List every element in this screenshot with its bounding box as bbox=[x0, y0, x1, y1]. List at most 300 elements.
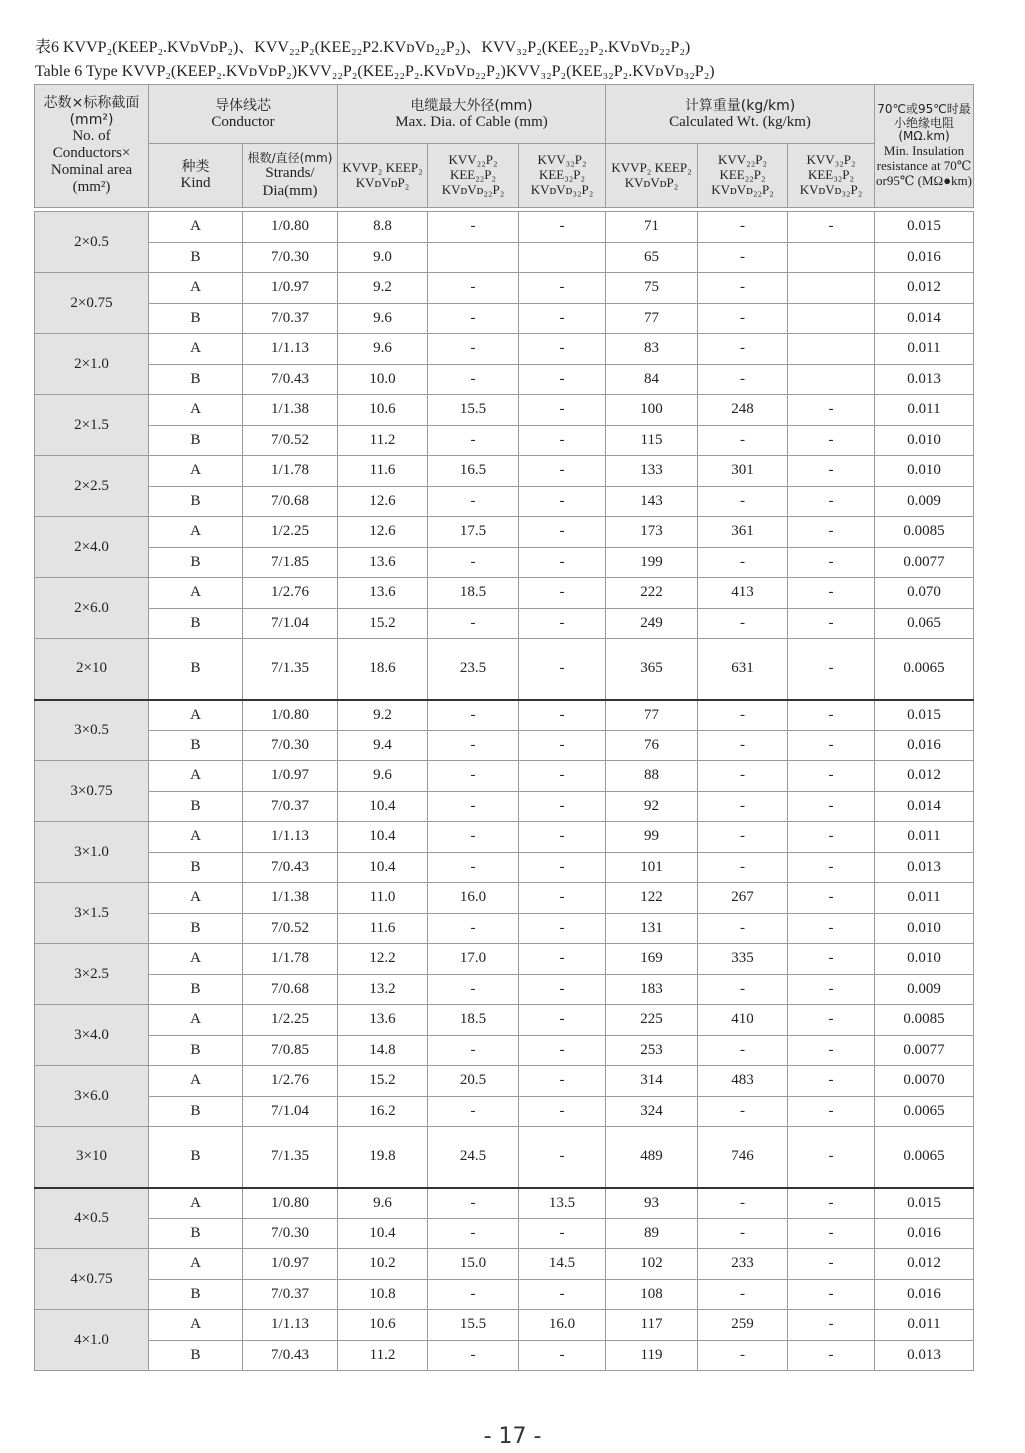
cell-strands: 7/1.04 bbox=[243, 608, 338, 639]
cell-w1: 173 bbox=[606, 517, 698, 548]
cell-w1: 225 bbox=[606, 1005, 698, 1036]
cell-strands: 7/0.37 bbox=[243, 1279, 338, 1310]
cell-d3: - bbox=[519, 791, 606, 822]
header-wt-type1: KVVP₂ KEEP₂ KVᴅVᴅP₂ bbox=[606, 144, 698, 208]
page-number: - 17 - bbox=[483, 1424, 542, 1449]
cell-w2: 410 bbox=[698, 1005, 788, 1036]
cell-r: 0.011 bbox=[875, 1310, 974, 1341]
cell-d3: - bbox=[519, 944, 606, 975]
cell-strands: 1/0.80 bbox=[243, 212, 338, 243]
table-row bbox=[35, 456, 974, 487]
cell-w3: - bbox=[788, 578, 875, 609]
cell-r: 0.012 bbox=[875, 1249, 974, 1280]
cell-kind: B bbox=[149, 639, 243, 700]
cell-d1: 9.6 bbox=[338, 334, 428, 365]
header-spec bbox=[35, 85, 149, 208]
cell-strands: 7/0.68 bbox=[243, 486, 338, 517]
cell-d2: 15.0 bbox=[428, 1249, 519, 1280]
cell-w2: - bbox=[698, 700, 788, 731]
cell-w1: 88 bbox=[606, 761, 698, 792]
cell-d2: 18.5 bbox=[428, 1005, 519, 1036]
header-insulation-en: Min. Insulation resistance at 70℃ or95℃ (MΩ●km) bbox=[876, 143, 972, 189]
header-strands-cn: 根数/直径(mm) bbox=[247, 150, 333, 165]
cell-r: 0.065 bbox=[875, 608, 974, 639]
cell-strands: 1/0.97 bbox=[243, 761, 338, 792]
cell-kind: B bbox=[149, 1035, 243, 1066]
cell-kind: B bbox=[149, 974, 243, 1005]
cell-r: 0.016 bbox=[875, 1218, 974, 1249]
cell-spec: 3×0.5 bbox=[35, 700, 149, 761]
cell-kind: B bbox=[149, 486, 243, 517]
cell-strands: 1/2.76 bbox=[243, 578, 338, 609]
table-row bbox=[35, 1096, 974, 1127]
cell-r: 0.011 bbox=[875, 822, 974, 853]
cell-d1: 9.0 bbox=[338, 242, 428, 273]
cell-w1: 108 bbox=[606, 1279, 698, 1310]
table-row bbox=[35, 1218, 974, 1249]
cell-spec: 3×2.5 bbox=[35, 944, 149, 1005]
cell-d3: - bbox=[519, 517, 606, 548]
cell-w2: - bbox=[698, 364, 788, 395]
cell-d3: - bbox=[519, 639, 606, 700]
table-row bbox=[35, 547, 974, 578]
table-title-cn: 表6 KVVP₂(KEEP₂.KVᴅVᴅP₂)、KVV₂₂P₂(KEE₂₂P2.KVᴅVᴅ₂₂P₂)、KVV₃₂P₂(KEE₂₂P₂.KVᴅVᴅ₂₂P₂) bbox=[35, 39, 691, 56]
cell-spec: 4×0.5 bbox=[35, 1188, 149, 1249]
cell-d1: 9.6 bbox=[338, 1188, 428, 1219]
cell-w3: - bbox=[788, 1340, 875, 1371]
table-row bbox=[35, 1035, 974, 1066]
cell-spec: 2×1.5 bbox=[35, 395, 149, 456]
cell-w3 bbox=[788, 303, 875, 334]
cell-d2: 15.5 bbox=[428, 395, 519, 426]
cell-d2: - bbox=[428, 1096, 519, 1127]
cell-d1: 8.8 bbox=[338, 212, 428, 243]
cell-d1: 10.6 bbox=[338, 395, 428, 426]
cell-w2: - bbox=[698, 1096, 788, 1127]
cell-d1: 9.6 bbox=[338, 303, 428, 334]
cell-d2: - bbox=[428, 547, 519, 578]
cell-strands: 7/0.43 bbox=[243, 364, 338, 395]
cell-w1: 102 bbox=[606, 1249, 698, 1280]
cell-r: 0.0077 bbox=[875, 547, 974, 578]
cell-r: 0.011 bbox=[875, 395, 974, 426]
cell-strands: 7/0.52 bbox=[243, 425, 338, 456]
header-wt-type3: KVV₃₂P₂ KEE₃₂P₂ KVᴅVᴅ₃₂P₂ bbox=[788, 144, 875, 208]
cell-spec: 2×4.0 bbox=[35, 517, 149, 578]
cell-w3: - bbox=[788, 395, 875, 426]
cell-d1: 19.8 bbox=[338, 1127, 428, 1188]
table-row bbox=[35, 1310, 974, 1341]
cell-spec: 2×0.5 bbox=[35, 212, 149, 273]
cell-d2: - bbox=[428, 974, 519, 1005]
table-row bbox=[35, 1249, 974, 1280]
header-spec-cn: 芯数×标称截面(mm²) bbox=[43, 95, 140, 128]
header-strands bbox=[243, 144, 338, 208]
cell-w1: 169 bbox=[606, 944, 698, 975]
header-kind-en: Kind bbox=[180, 175, 211, 192]
cell-w1: 100 bbox=[606, 395, 698, 426]
cell-r: 0.0070 bbox=[875, 1066, 974, 1097]
cell-d3: - bbox=[519, 883, 606, 914]
cell-d3: - bbox=[519, 1340, 606, 1371]
cell-d2: 17.0 bbox=[428, 944, 519, 975]
cell-w2: 413 bbox=[698, 578, 788, 609]
cell-spec: 3×4.0 bbox=[35, 1005, 149, 1066]
table-row bbox=[35, 1066, 974, 1097]
cell-kind: A bbox=[149, 212, 243, 243]
cell-d1: 16.2 bbox=[338, 1096, 428, 1127]
cell-w2: 233 bbox=[698, 1249, 788, 1280]
cell-d3: 13.5 bbox=[519, 1188, 606, 1219]
cell-d1: 12.2 bbox=[338, 944, 428, 975]
cell-w3: - bbox=[788, 852, 875, 883]
cell-strands: 7/0.37 bbox=[243, 303, 338, 334]
cell-r: 0.013 bbox=[875, 852, 974, 883]
cell-d1: 12.6 bbox=[338, 486, 428, 517]
cell-w1: 131 bbox=[606, 913, 698, 944]
cell-strands: 7/1.35 bbox=[243, 639, 338, 700]
cell-strands: 7/0.52 bbox=[243, 913, 338, 944]
cell-w3: - bbox=[788, 791, 875, 822]
cell-d3: 16.0 bbox=[519, 1310, 606, 1341]
cell-w1: 92 bbox=[606, 791, 698, 822]
header-dia-type2: KVV₂₂P₂ KEE₂₂P₂ KVᴅVᴅ₂₂P₂ bbox=[428, 144, 519, 208]
cell-spec: 3×10 bbox=[35, 1127, 149, 1188]
cell-kind: A bbox=[149, 1249, 243, 1280]
cell-kind: B bbox=[149, 425, 243, 456]
cell-r: 0.013 bbox=[875, 1340, 974, 1371]
cell-w2: 259 bbox=[698, 1310, 788, 1341]
cell-kind: B bbox=[149, 791, 243, 822]
cell-r: 0.0077 bbox=[875, 1035, 974, 1066]
cell-r: 0.014 bbox=[875, 791, 974, 822]
cell-d2: - bbox=[428, 608, 519, 639]
table-row bbox=[35, 974, 974, 1005]
cell-w1: 93 bbox=[606, 1188, 698, 1219]
cell-d3: - bbox=[519, 1218, 606, 1249]
cell-d1: 11.2 bbox=[338, 1340, 428, 1371]
table-row bbox=[35, 303, 974, 334]
table-row bbox=[35, 883, 974, 914]
header-weight-cn: 计算重量(kg/km) bbox=[684, 97, 796, 114]
table-row bbox=[35, 425, 974, 456]
cell-kind: B bbox=[149, 1127, 243, 1188]
cell-strands: 7/0.37 bbox=[243, 791, 338, 822]
table-header bbox=[34, 84, 974, 208]
cell-w2: - bbox=[698, 974, 788, 1005]
cell-r: 0.015 bbox=[875, 212, 974, 243]
cell-spec: 4×1.0 bbox=[35, 1310, 149, 1371]
cell-d3: - bbox=[519, 852, 606, 883]
cell-w1: 115 bbox=[606, 425, 698, 456]
cell-strands: 1/2.76 bbox=[243, 1066, 338, 1097]
cell-d2: 17.5 bbox=[428, 517, 519, 548]
cell-w1: 75 bbox=[606, 273, 698, 304]
cell-d1: 10.4 bbox=[338, 791, 428, 822]
header-weight-en: Calculated Wt. (kg/km) bbox=[669, 113, 811, 130]
cell-w1: 122 bbox=[606, 883, 698, 914]
cell-d1: 10.0 bbox=[338, 364, 428, 395]
cell-w2: - bbox=[698, 761, 788, 792]
cell-d1: 15.2 bbox=[338, 1066, 428, 1097]
cell-w1: 253 bbox=[606, 1035, 698, 1066]
cell-d1: 9.2 bbox=[338, 273, 428, 304]
cell-w3: - bbox=[788, 517, 875, 548]
cell-d3: - bbox=[519, 1035, 606, 1066]
cell-spec: 2×1.0 bbox=[35, 334, 149, 395]
cell-w2: - bbox=[698, 608, 788, 639]
cell-w1: 324 bbox=[606, 1096, 698, 1127]
cell-w3: - bbox=[788, 608, 875, 639]
cell-spec: 2×10 bbox=[35, 639, 149, 700]
cell-w1: 489 bbox=[606, 1127, 698, 1188]
cell-d2: - bbox=[428, 913, 519, 944]
cell-d3: 14.5 bbox=[519, 1249, 606, 1280]
cell-strands: 1/2.25 bbox=[243, 1005, 338, 1036]
cell-d3: - bbox=[519, 1096, 606, 1127]
header-conductor-en: Conductor bbox=[211, 113, 275, 130]
header-insulation bbox=[875, 85, 974, 208]
cell-d2: - bbox=[428, 303, 519, 334]
cell-d1: 11.2 bbox=[338, 425, 428, 456]
table-row bbox=[35, 395, 974, 426]
header-dia-type1: KVVP₂ KEEP₂ KVᴅVᴅP₂ bbox=[338, 144, 428, 208]
table-row bbox=[35, 761, 974, 792]
cell-w1: 77 bbox=[606, 303, 698, 334]
table-row bbox=[35, 639, 974, 700]
header-strands-en: Strands/ Dia(mm) bbox=[262, 165, 318, 199]
cell-d3: - bbox=[519, 212, 606, 243]
cell-w3: - bbox=[788, 883, 875, 914]
cell-w2: 483 bbox=[698, 1066, 788, 1097]
cell-d1: 12.6 bbox=[338, 517, 428, 548]
cell-w2: - bbox=[698, 1188, 788, 1219]
cell-w3: - bbox=[788, 761, 875, 792]
cell-r: 0.012 bbox=[875, 273, 974, 304]
cell-w1: 143 bbox=[606, 486, 698, 517]
cell-w3: - bbox=[788, 1127, 875, 1188]
cell-d1: 10.6 bbox=[338, 1310, 428, 1341]
cell-d2: - bbox=[428, 822, 519, 853]
cell-r: 0.014 bbox=[875, 303, 974, 334]
cell-d2: - bbox=[428, 1279, 519, 1310]
cell-d3: - bbox=[519, 761, 606, 792]
cell-d3: - bbox=[519, 456, 606, 487]
table-title-en: Table 6 Type KVVP₂(KEEP₂.KVᴅVᴅP₂)KVV₂₂P₂(KEE₂₂P₂.KVᴅVᴅ₂₂P₂)KVV₃₂P₂(KEE₃₂P₂.KVᴅVᴅ₃₂P₂) bbox=[35, 63, 715, 80]
cell-strands: 7/1.35 bbox=[243, 1127, 338, 1188]
cell-r: 0.0065 bbox=[875, 1127, 974, 1188]
table-row bbox=[35, 913, 974, 944]
cell-kind: A bbox=[149, 395, 243, 426]
cell-strands: 1/1.38 bbox=[243, 395, 338, 426]
cell-d3: - bbox=[519, 1066, 606, 1097]
table-row bbox=[35, 822, 974, 853]
cell-kind: B bbox=[149, 1340, 243, 1371]
cell-spec: 4×0.75 bbox=[35, 1249, 149, 1310]
cell-w1: 117 bbox=[606, 1310, 698, 1341]
cell-w2: - bbox=[698, 425, 788, 456]
cell-w1: 183 bbox=[606, 974, 698, 1005]
cell-w3: - bbox=[788, 212, 875, 243]
cell-d1: 10.4 bbox=[338, 822, 428, 853]
cell-d3: - bbox=[519, 700, 606, 731]
table-row bbox=[35, 242, 974, 273]
table-row bbox=[35, 212, 974, 243]
table-row bbox=[35, 730, 974, 761]
table-row bbox=[35, 364, 974, 395]
cell-r: 0.0065 bbox=[875, 1096, 974, 1127]
cell-r: 0.012 bbox=[875, 761, 974, 792]
cell-w2: - bbox=[698, 822, 788, 853]
cell-d2: - bbox=[428, 1035, 519, 1066]
cell-d1: 10.4 bbox=[338, 1218, 428, 1249]
cell-kind: A bbox=[149, 1066, 243, 1097]
cell-kind: B bbox=[149, 730, 243, 761]
cell-d2: - bbox=[428, 1340, 519, 1371]
cell-strands: 1/0.80 bbox=[243, 1188, 338, 1219]
cell-d2: 18.5 bbox=[428, 578, 519, 609]
cell-d2: - bbox=[428, 1218, 519, 1249]
cell-d1: 9.4 bbox=[338, 730, 428, 761]
cell-kind: A bbox=[149, 456, 243, 487]
cell-strands: 7/0.43 bbox=[243, 852, 338, 883]
cell-r: 0.016 bbox=[875, 730, 974, 761]
cell-w1: 314 bbox=[606, 1066, 698, 1097]
cell-w3: - bbox=[788, 1188, 875, 1219]
cell-w3: - bbox=[788, 1310, 875, 1341]
cell-w1: 199 bbox=[606, 547, 698, 578]
cell-spec: 2×2.5 bbox=[35, 456, 149, 517]
cell-w2: 631 bbox=[698, 639, 788, 700]
cell-w3: - bbox=[788, 1249, 875, 1280]
header-kind-cn: 种类 bbox=[181, 159, 210, 176]
table-row bbox=[35, 1188, 974, 1219]
cell-w2: - bbox=[698, 1279, 788, 1310]
cell-w1: 77 bbox=[606, 700, 698, 731]
cell-w1: 133 bbox=[606, 456, 698, 487]
cell-kind: B bbox=[149, 1279, 243, 1310]
cell-kind: A bbox=[149, 334, 243, 365]
cell-strands: 7/1.04 bbox=[243, 1096, 338, 1127]
header-wt-type2: KVV₂₂P₂ KEE₂₂P₂ KVᴅVᴅ₂₂P₂ bbox=[698, 144, 788, 208]
table-row bbox=[35, 1340, 974, 1371]
cell-kind: B bbox=[149, 852, 243, 883]
cell-d1: 11.6 bbox=[338, 913, 428, 944]
cell-d2: - bbox=[428, 1188, 519, 1219]
cell-d3: - bbox=[519, 730, 606, 761]
cell-d3: - bbox=[519, 822, 606, 853]
cell-w1: 365 bbox=[606, 639, 698, 700]
cell-w1: 89 bbox=[606, 1218, 698, 1249]
cell-w2: - bbox=[698, 242, 788, 273]
cell-w2: - bbox=[698, 913, 788, 944]
cell-d2: 15.5 bbox=[428, 1310, 519, 1341]
cell-d2: - bbox=[428, 730, 519, 761]
cell-d2: 16.0 bbox=[428, 883, 519, 914]
cell-r: 0.010 bbox=[875, 456, 974, 487]
cell-w3: - bbox=[788, 1066, 875, 1097]
cell-d3: - bbox=[519, 425, 606, 456]
cell-r: 0.011 bbox=[875, 883, 974, 914]
cell-d3: - bbox=[519, 608, 606, 639]
cell-strands: 1/1.13 bbox=[243, 822, 338, 853]
cell-spec: 3×1.0 bbox=[35, 822, 149, 883]
cell-kind: B bbox=[149, 913, 243, 944]
cell-d1: 11.6 bbox=[338, 456, 428, 487]
cell-d2: 23.5 bbox=[428, 639, 519, 700]
cell-w2: - bbox=[698, 1218, 788, 1249]
cell-w3 bbox=[788, 334, 875, 365]
cell-r: 0.016 bbox=[875, 1279, 974, 1310]
cell-strands: 7/0.30 bbox=[243, 1218, 338, 1249]
cell-d2: - bbox=[428, 364, 519, 395]
cell-kind: B bbox=[149, 1096, 243, 1127]
cell-w2: - bbox=[698, 486, 788, 517]
cell-w1: 249 bbox=[606, 608, 698, 639]
table-row bbox=[35, 791, 974, 822]
cell-w1: 65 bbox=[606, 242, 698, 273]
cell-r: 0.016 bbox=[875, 242, 974, 273]
cell-d2: - bbox=[428, 761, 519, 792]
cell-d1: 10.4 bbox=[338, 852, 428, 883]
cell-d2: - bbox=[428, 273, 519, 304]
cell-strands: 7/0.43 bbox=[243, 1340, 338, 1371]
cell-kind: B bbox=[149, 608, 243, 639]
cell-kind: A bbox=[149, 822, 243, 853]
cell-d2: - bbox=[428, 791, 519, 822]
cell-w1: 222 bbox=[606, 578, 698, 609]
cell-w3 bbox=[788, 273, 875, 304]
table-row bbox=[35, 517, 974, 548]
header-maxdia-cn: 电缆最大外径(mm) bbox=[410, 97, 533, 114]
cell-r: 0.011 bbox=[875, 334, 974, 365]
header-dia-type3: KVV₃₂P₂ KEE₃₂P₂ KVᴅVᴅ₃₂P₂ bbox=[519, 144, 606, 208]
cell-w3: - bbox=[788, 639, 875, 700]
cell-w2: - bbox=[698, 303, 788, 334]
cell-d3: - bbox=[519, 578, 606, 609]
header-insulation-cn: 70℃或95℃时最小绝缘电阻(MΩ.km) bbox=[877, 101, 971, 144]
cell-kind: A bbox=[149, 517, 243, 548]
cell-w3: - bbox=[788, 730, 875, 761]
table-row bbox=[35, 944, 974, 975]
cell-w3 bbox=[788, 242, 875, 273]
table-row bbox=[35, 608, 974, 639]
table-row bbox=[35, 1127, 974, 1188]
cell-d3: - bbox=[519, 547, 606, 578]
cell-w2: - bbox=[698, 791, 788, 822]
cell-w2: 267 bbox=[698, 883, 788, 914]
cell-kind: B bbox=[149, 303, 243, 334]
header-maxdia-en: Max. Dia. of Cable (mm) bbox=[395, 113, 548, 130]
cell-strands: 1/1.78 bbox=[243, 456, 338, 487]
cell-w2: - bbox=[698, 273, 788, 304]
cell-d3: - bbox=[519, 364, 606, 395]
cell-d3: - bbox=[519, 486, 606, 517]
cell-r: 0.0085 bbox=[875, 1005, 974, 1036]
cell-strands: 1/0.97 bbox=[243, 273, 338, 304]
cell-w2: 248 bbox=[698, 395, 788, 426]
cell-kind: B bbox=[149, 242, 243, 273]
cell-kind: A bbox=[149, 944, 243, 975]
cell-w2: - bbox=[698, 212, 788, 243]
cell-w1: 99 bbox=[606, 822, 698, 853]
cell-w3: - bbox=[788, 974, 875, 1005]
cell-w3: - bbox=[788, 1279, 875, 1310]
cell-w3: - bbox=[788, 913, 875, 944]
cell-w3: - bbox=[788, 822, 875, 853]
cell-w2: 301 bbox=[698, 456, 788, 487]
cell-kind: A bbox=[149, 1188, 243, 1219]
